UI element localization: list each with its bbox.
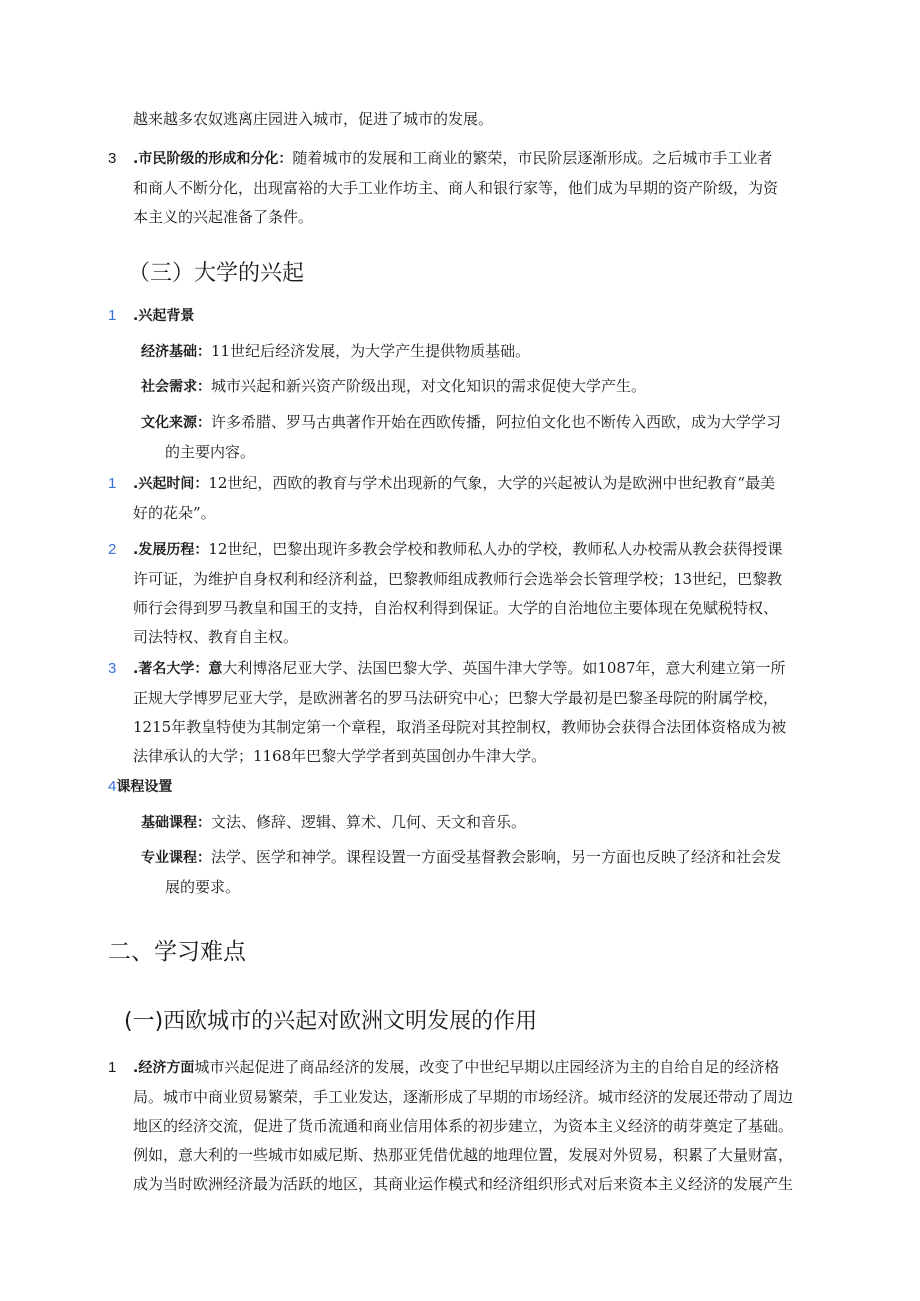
text-line: 法律承认的大学；1168年巴黎大学学者到英国创办牛津大学。 <box>133 747 547 765</box>
text-line: 例如，意大利的一些城市如威尼斯、热那亚凭借优越的地理位置，发展对外贸易，积累了大量财富， <box>133 1146 794 1164</box>
item-text-cont: 的主要内容。 <box>165 443 256 461</box>
background-cultural <box>141 408 813 467</box>
item-label: 经济基础： <box>141 344 211 360</box>
item-text: 11世纪后经济发展，为大学产生提供物质基础。 <box>211 342 531 360</box>
economy-paragraph <box>133 1053 813 1199</box>
text-line: 1215年教皇特使为其制定第一个章程，取消圣母院对其控制权，教师协会获得合法团体资格成为被 <box>133 718 787 736</box>
text-line: 师行会得到罗马教皇和国王的支持，自治权利得到保证。大学的自治地位主要体现在免赋税特权、 <box>133 599 779 617</box>
curriculum-title: 4课程设置 <box>108 778 173 795</box>
item-text: 许多希腊、罗马古典著作开始在西欧传播，阿拉伯文化也不断传入西欧，成为大学学习 <box>211 413 782 431</box>
item-text: 法学、医学和神学。课程设置一方面受基督教会影响，另一方面也反映了经济和社会发 <box>211 848 782 866</box>
text-line: 大利博洛尼亚大学、法国巴黎大学、英国牛津大学等。如1087年，意大利建立第一所 <box>222 659 786 677</box>
text-line: 本主义的兴起准备了条件。 <box>133 208 314 226</box>
text-line: 12世纪，西欧的教育与学术出现新的气象，大学的兴起被认为是欧洲中世纪教育“最美 <box>208 474 776 492</box>
item-text: 城市兴起和新兴资产阶级出现，对文化知识的需求促使大学产生。 <box>211 377 647 395</box>
text-line: 许可证，为维护自身权利和经济利益，巴黎教师组成教师行会选举会长管理学校；13世纪，巴黎教 <box>133 570 783 588</box>
list-number: 3 <box>108 660 117 677</box>
history-paragraph <box>133 535 813 652</box>
list-number: 1 <box>108 1059 117 1076</box>
economy-title: .经济方面 <box>133 1060 195 1076</box>
time-paragraph <box>133 469 813 528</box>
text-line: 和商人不断分化，出现富裕的大手工业作坊主、商人和银行家等，他们成为早期的资产阶级，为资 <box>133 179 779 197</box>
time-title: .兴起时间： <box>133 476 209 492</box>
item-label: 社会需求： <box>141 379 211 395</box>
item-text: 文法、修辞、逻辑、算术、几何、天文和音乐。 <box>211 813 527 831</box>
item-label: 文化来源： <box>141 415 211 431</box>
intro-line: 越来越多农奴逃离庄园进入城市，促进了城市的发展。 <box>133 110 494 128</box>
background-title: .兴起背景 <box>133 308 195 324</box>
history-title: .发展历程： <box>133 542 209 558</box>
famous-paragraph <box>133 654 813 771</box>
text-line: 司法特权、教育自主权。 <box>133 628 299 646</box>
background-social <box>141 372 813 402</box>
list-number: 2 <box>108 541 117 558</box>
item-text-cont: 展的要求。 <box>165 878 241 896</box>
text-line: 成为当时欧洲经济最为活跃的地区，其商业运作模式和经济组织形式对后来资本主义经济的发展产生 <box>133 1175 794 1193</box>
list-number: 4 <box>108 778 117 795</box>
text-line: 正规大学博罗尼亚大学，是欧洲著名的罗马法研究中心；巴黎大学最初是巴黎圣母院的附属学校， <box>133 689 779 707</box>
text-line: 12世纪，巴黎出现许多教会学校和教师私人办的学校，教师私人办校需从教会获得授课 <box>208 540 783 558</box>
subsection-heading-city-role: (一)西欧城市的兴起对欧洲文明发展的作用 <box>124 1009 538 1034</box>
curriculum-basic <box>141 808 813 838</box>
text-line: 随着城市的发展和工商业的繁荣，市民阶层逐渐形成。之后城市手工业者 <box>292 149 773 167</box>
item-label: 基础课程： <box>141 815 211 831</box>
list-number: 1 <box>108 307 117 324</box>
item-label: 专业课程： <box>141 850 211 866</box>
text-line: 好的花朵”。 <box>133 504 216 522</box>
text-line: 城市兴起促进了商品经济的发展，改变了中世纪早期以庄园经济为主的自给自足的经济格 <box>194 1058 780 1076</box>
citizen-class-title: .市民阶级的形成和分化： <box>133 151 293 167</box>
text-line: 局。城市中商业贸易繁荣，手工业发达，逐渐形成了早期的市场经济。城市经济的发展还带动了周边 <box>133 1088 794 1106</box>
section-heading-difficulties: 二、学习难点 <box>108 939 246 965</box>
text-line: 地区的经济交流，促进了货币流通和商业信用体系的初步建立，为资本主义经济的萌芽奠定了基础。 <box>133 1117 794 1135</box>
famous-title: .著名大学：意 <box>133 661 223 677</box>
citizen-class-paragraph <box>133 144 813 232</box>
curriculum-professional <box>141 843 813 902</box>
background-economic <box>141 337 813 367</box>
list-number: 3 <box>108 150 117 167</box>
list-number: 1 <box>108 475 117 492</box>
section-heading-university: （三）大学的兴起 <box>128 261 305 286</box>
